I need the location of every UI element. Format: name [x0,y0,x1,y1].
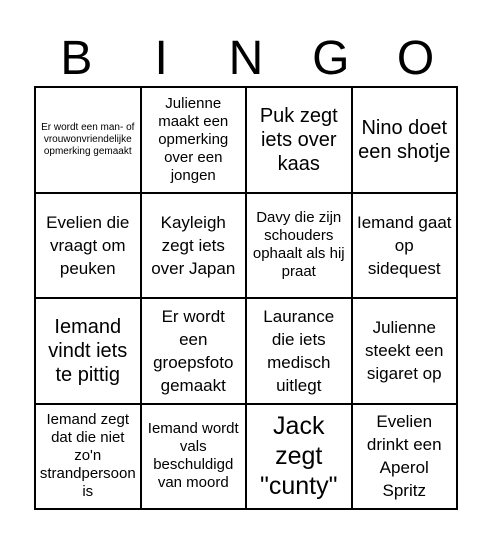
header-letter-n: N [228,32,264,85]
cell-text: Iemand gaat op sidequest [356,212,452,278]
cell-text: Nino doet een shotje [358,116,451,163]
header-letter-i: I [154,32,168,85]
cell-text: Evelien drinkt een Aperol Spritz [366,412,442,501]
bingo-cell[interactable] [35,87,141,193]
cell-text: Er wordt een groepsfoto gemaakt [153,306,234,395]
bingo-cell[interactable] [352,193,458,299]
bingo-cell[interactable] [141,298,247,404]
bingo-cell[interactable] [352,404,458,510]
cell-text: Iemand zegt dat die niet zo'n strandpersoon is [39,411,136,501]
header-letter-g: G [312,32,350,85]
cell-text: Er wordt een man- of vrouwonvriendelijke opmerking gemaakt [41,121,135,157]
cell-text: Iemand wordt vals beschuldigd van moord [147,420,239,492]
cell-text: Laurance die iets medisch uitlegt [263,306,335,395]
bingo-grid [34,86,458,510]
cell-text: Puk zegt iets over kaas [259,104,338,175]
cell-text: Jack zegt "cunty" [259,412,338,501]
header-letter-b: B [60,32,93,85]
bingo-cell[interactable] [141,193,247,299]
bingo-cell[interactable] [246,193,352,299]
bingo-cell[interactable] [246,298,352,404]
bingo-cell[interactable] [141,87,247,193]
bingo-cell[interactable] [246,87,352,193]
bingo-cell[interactable] [352,87,458,193]
bingo-cell[interactable] [35,298,141,404]
bingo-cell[interactable] [352,298,458,404]
header-letter-o: O [396,32,435,85]
cell-text: Kayleigh zegt iets over Japan [151,212,236,278]
cell-text: Julienne steekt een sigaret op [365,318,444,384]
bingo-cell[interactable] [246,404,352,510]
cell-text: Evelien die vraagt om peuken [46,212,130,278]
cell-text: Davy die zijn schouders ophaalt als hij praat [252,209,345,281]
bingo-cell[interactable] [141,404,247,510]
bingo-cell[interactable] [35,193,141,299]
cell-text: Julienne maakt een opmerking over een jongen [158,94,229,184]
bingo-cell[interactable] [35,404,141,510]
cell-text: Iemand vindt iets te pittig [48,315,128,386]
bingo-header [34,30,458,88]
